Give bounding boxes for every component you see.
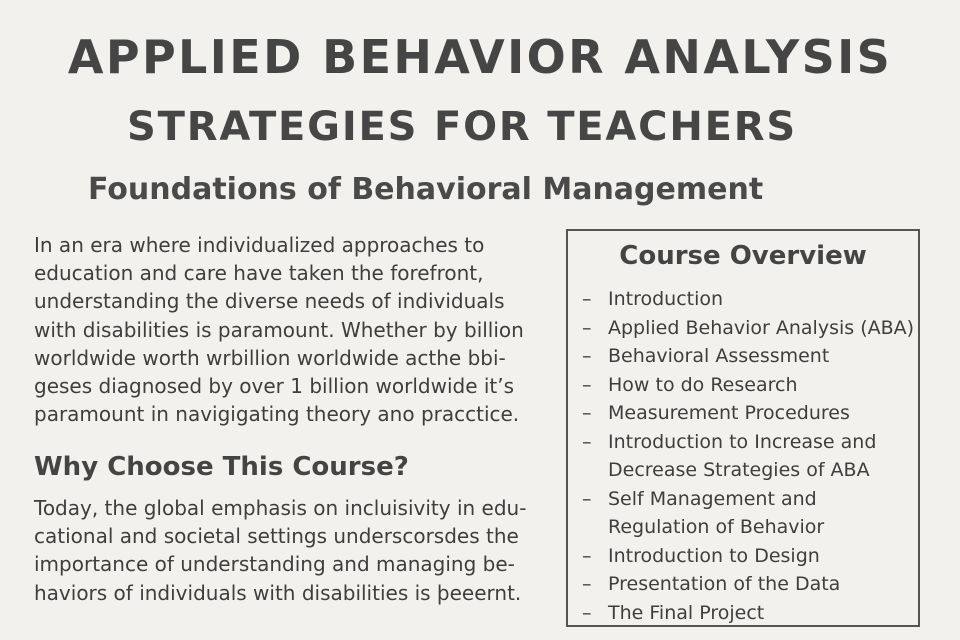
- overview-item-text: Introduction: [608, 288, 724, 310]
- intro-paragraph: [34, 231, 554, 428]
- course-overview-list: [582, 285, 920, 627]
- overview-item: [582, 285, 920, 314]
- why-line: importance of understanding and managing be-: [34, 552, 515, 577]
- overview-item: [582, 599, 920, 628]
- main-title: APPLIED BEHAVIOR ANALYSIS: [67, 30, 893, 84]
- course-overview-title: Course Overview: [619, 241, 867, 271]
- intro-line: geses diagnosed by over 1 billion worldwide it’s: [34, 374, 515, 399]
- why-line: Today, the global emphasis on incluisivity in edu-: [34, 496, 527, 520]
- why-heading: Why Choose This Course?: [34, 452, 409, 482]
- why-line: cational and societal settings underscorsdes the: [34, 524, 519, 549]
- dash-bullet-icon: –: [582, 544, 592, 567]
- tagline: Foundations of Behavioral Management: [88, 172, 764, 207]
- why-section: [34, 494, 554, 607]
- intro-line: worldwide worth wrbillion worldwide acthe bbi-: [34, 345, 506, 370]
- overview-item: [582, 342, 920, 371]
- intro-line: In an era where individualized approaches to: [34, 233, 485, 257]
- dash-bullet-icon: –: [582, 601, 592, 624]
- dash-bullet-icon: –: [582, 573, 592, 595]
- overview-item-text: Introduction to Increase and Decrease Strategies of ABA: [608, 430, 877, 481]
- overview-item: [582, 570, 920, 599]
- intro-line: with disabilities is paramount. Whether by billion: [34, 317, 524, 342]
- overview-item-text: Presentation of the Data: [608, 573, 841, 595]
- why-paragraph: [34, 494, 554, 607]
- why-line: haviors of individuals with disabilities is þeeernt.: [34, 580, 522, 605]
- dash-bullet-icon: –: [582, 288, 592, 310]
- intro-section: [34, 231, 554, 428]
- overview-item-text: Applied Behavior Analysis (ABA): [608, 316, 915, 339]
- dash-bullet-icon: –: [582, 316, 592, 339]
- overview-item-text: The Final Project: [608, 601, 765, 624]
- overview-item-text: How to do Research: [608, 373, 798, 396]
- overview-item: [582, 428, 920, 485]
- overview-item-text: Measurement Procedures: [608, 402, 850, 424]
- overview-item: [582, 399, 920, 428]
- intro-line: education and care have taken the forefront,: [34, 261, 484, 286]
- dash-bullet-icon: –: [582, 430, 592, 453]
- dash-bullet-icon: –: [582, 373, 592, 396]
- overview-item-text: Behavioral Assessment: [608, 345, 830, 367]
- intro-line: understanding the diverse needs of individuals: [34, 289, 505, 314]
- dash-bullet-icon: –: [582, 345, 592, 367]
- course-overview-box: [566, 229, 920, 627]
- dash-bullet-icon: –: [582, 402, 592, 424]
- dash-bullet-icon: –: [582, 487, 592, 510]
- overview-item-text: Introduction to Design: [608, 544, 820, 567]
- subtitle: STRATEGIES FOR TEACHERS: [127, 104, 797, 150]
- overview-item: [582, 485, 920, 542]
- overview-item: [582, 542, 920, 571]
- overview-item-text: Self Management and Regulation of Behavior: [608, 487, 825, 538]
- intro-line: paramount in navigigating theory ano pracctice.: [34, 402, 520, 427]
- overview-item: [582, 371, 920, 400]
- overview-item: [582, 314, 920, 343]
